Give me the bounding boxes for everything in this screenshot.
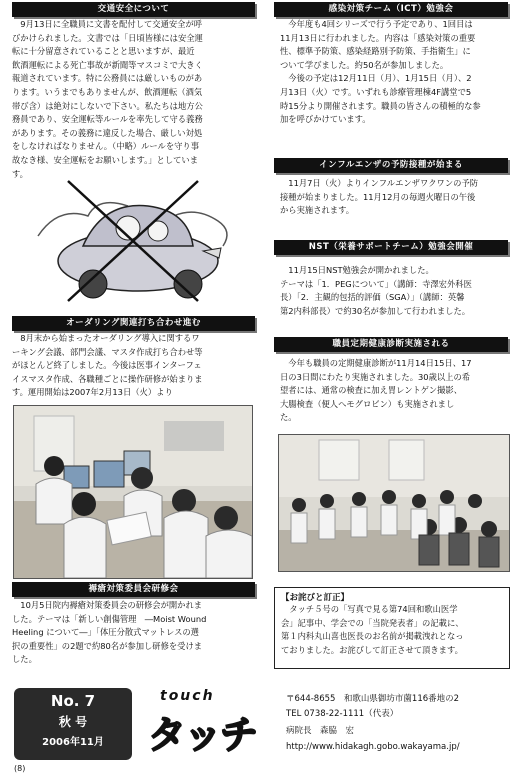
pressure-body: 10月5日院内褥瘡対策委員会の研修会が開かれま した。テーマは「新しい創傷管理 ―Moist Wound Heeling について―」「体圧分散式マットレスの選 択の重要性」の2題で約80名が参加し研修を受けま した。 bbox=[12, 600, 207, 665]
logo-romaji: touch bbox=[160, 688, 215, 704]
traffic-heading: 交通安全について bbox=[12, 2, 255, 17]
issue-date: 2006年11月 bbox=[42, 737, 104, 748]
no-drinking-driving-illustration bbox=[28, 176, 238, 306]
hospital-director: 病院長 森脇 宏 bbox=[286, 726, 355, 736]
issue-badge bbox=[14, 688, 132, 760]
ordering-body: 8月末から始まったオーダリング導入に関するワ ーキング会議、部門会議、マスタ作成打ち合わせ等 がほとんど終了しました。今後は医事インターフェ イスマスタ作成、各職種ごとに操作研修が始まりま す。運用開始は2007年2月13日（火）より bbox=[12, 333, 203, 398]
checkup-body: 今年も職員の定期健康診断が11月14日15日、17 日の3日間にわたり実施されました。30歳以上の希 望者には、通常の検査に加え胃レントゲン撮影、 大腸検査（便人へモグロビン）も実施されまし た。 bbox=[280, 358, 472, 423]
apology-notice bbox=[274, 587, 510, 669]
checkup-heading: 職員定期健康診断実施される bbox=[274, 337, 508, 352]
ict-heading: 感染対策チーム（ICT）勉強会 bbox=[274, 2, 508, 17]
logo-kana: タッチ bbox=[148, 713, 257, 757]
issue-season: 秋 号 bbox=[58, 715, 88, 729]
issue-number: No. 7 bbox=[50, 692, 96, 710]
telephone: TEL 0738-22-1111（代表） bbox=[286, 709, 399, 719]
website-url[interactable]: http://www.hidakagh.gobo.wakayama.jp/ bbox=[286, 742, 460, 752]
ordering-heading: オーダリング関連打ち合わせ進む bbox=[12, 316, 255, 331]
pressure-heading: 褥瘡対策委員会研修会 bbox=[12, 582, 255, 597]
health-checkup-photo bbox=[278, 434, 510, 572]
notice-title: 【お詫びと訂正】 bbox=[281, 593, 350, 603]
postal-address: 〒644-8655 和歌山県御坊市薗116番地の2 bbox=[286, 694, 460, 704]
page-number: (8) bbox=[14, 764, 26, 773]
touch-logo bbox=[140, 686, 280, 762]
traffic-body: 9月13日に全職員に文書を配付して交通安全が呼 びかけられました。文書では「日頃皆様には安全運 転に十分留意されていることと思いますが、最近 飲酒運転による死亡事故が新聞等マスコミで大きく 報道されています。特に公務員には厳しいものがあ ります。いうまでもありませんが、飲酒運転（酒気 帯び含）は絶対にしないで下さい。私たちは地方公 務員であり、安全運転等ルールを率先して守る義務 があります。その義務に違反した場合、厳しい対処 をしなければなりません。（中略）ルールを守り事 故なき様、安全運転をお願いします。」としていま す。 bbox=[12, 19, 203, 179]
influenza-body: 11月7日（火）よりインフルエンザワクワンの予防 接種が始まりました。11月12月の毎週火曜日の午後 から実施されます。 bbox=[280, 178, 479, 216]
notice-body: タッチ５号の「写真で見る第74回和歌山医学 会」記事中、学会での「当院発表者」の記載に、 第１内科丸山喜也医長のお名前が掲載洩れとなっ ておりました。お詫びして訂正させて頂きます。 bbox=[281, 604, 464, 655]
ict-body: 今年度も4回シリーズで行う予定であり、1回目は 11月13日に行われました。内容は「感染対策の重要 性、標準予防策、感染経路別予防策、手指衛生」に ついて学びました。約50名が参加しました。 今後の予定は12月11日（月）、1月15日（月）、2 月13日（火）です。いずれも診療管理棟4F講堂で5 時15分より開催されます。職員の皆さんの積極的な参 加を呼びかけています。 bbox=[280, 19, 481, 125]
nst-body: 11月15日NST勉強会が開かれました。 テーマは「1．PEGについて」（講師：寺澤宏外科医 長）「2．主観的包括的評価（SGA）」（講師：英馨 第2内科部長）で約30名が参加して行われました。 bbox=[280, 265, 472, 316]
influenza-heading: インフルエンザの予防接種が始まる bbox=[274, 158, 508, 173]
nst-heading: NST（栄養サポートチーム）勉強会開催 bbox=[274, 240, 508, 255]
meeting-photo bbox=[13, 405, 253, 579]
